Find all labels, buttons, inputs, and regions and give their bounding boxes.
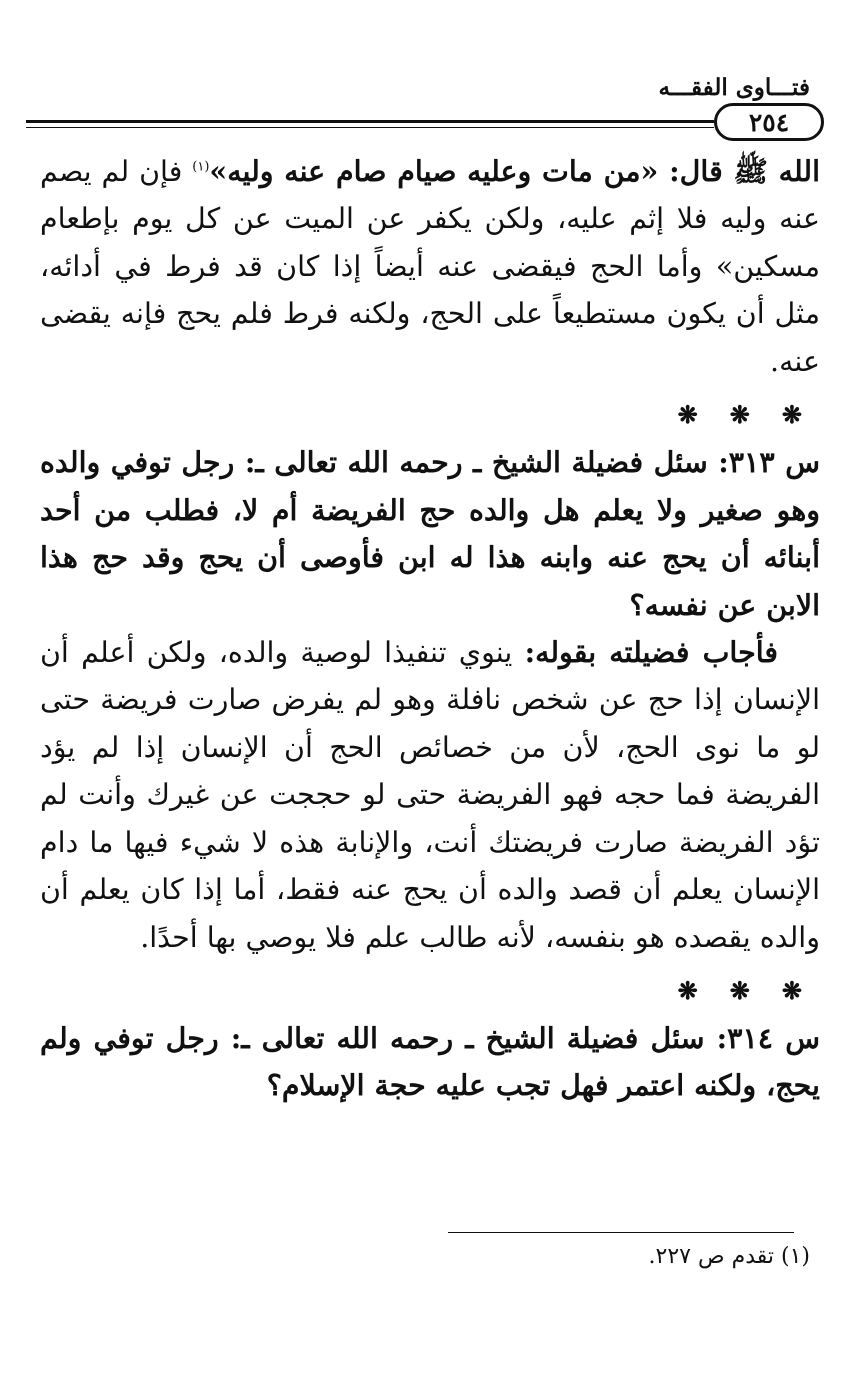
question-313: س ٣١٣: سئل فضيلة الشيخ ـ رحمه الله تعالى ـ: رجل توفي والده وهو صغير ولا يعلم هل والده حج الفريضة أم لا، فطلب من أحد أبنائه أن يحج عنه وابنه هذا له ابن فأوصى أن يحج وقد حج هذا الابن عن نفسه؟ [40,445,820,622]
footnote-rule [448,1232,794,1233]
separator-star-icon: ❋ [781,400,806,430]
question-314: س ٣١٤: سئل فضيلة الشيخ ـ رحمه الله تعالى ـ: رجل توفي ولم يحج، ولكنه اعتمر فهل تجب عليه حجة الإسلام؟ [40,1021,820,1103]
footnote: (١) تقدم ص ٢٢٧. [648,1244,810,1269]
section-separator [40,395,820,435]
section-separator [40,971,820,1011]
hadith-quote: الله ﷺ قال: «من مات وعليه صيام صام عنه وليه» [209,154,820,188]
paragraph-fasting-hajj [40,148,820,385]
paragraph-continuation: فإن لم يصم عنه وليه فلا إثم عليه، ولكن يكفر عن الميت عن كل يوم بإطعام مسكين» وأما الحج فيقضى عنه أيضاً إذا كان قد فرط في أدائه، مثل أن يكون مستطيعاً على الحج، ولكنه فرط فلم يحج فإنه يقضى عنه. [40,155,820,378]
separator-star-icon: ❋ [781,976,806,1005]
page-number: ٢٥٤ [714,103,824,141]
body-text [40,148,820,1110]
separator-star-icon: ❋ [677,976,702,1005]
answer-body: ينوي تنفيذا لوصية والده، ولكن أعلم أن الإنسان إذا حج عن شخص نافلة وهو لم يفرض صارت فريضة حتى لو ما نوى الحج، لأن من خصائص الحج أن الإنسان إذا لم يؤد الفريضة فما حجه فهو الفريضة حتى لو حججت عن غيرك وأنت لم تؤد الفريضة صارت فريضتك أنت، والإنابة هذه لا شيء فيها ما دام الإنسان يعلم أن قصد والده أن يحج عنه فقط، أما إذا كان يعلم أن والده يقصده هو بنفسه، لأنه طالب علم فلا يوصي بها أحدًا. [40,635,820,954]
separator-star-icon: ❋ [677,400,702,430]
separator-star-icon: ❋ [729,400,754,430]
header-rule [26,120,714,128]
separator-star-icon: ❋ [729,976,754,1005]
running-title: فتـــاوى الفقـــه [658,74,810,101]
footnote-reference: (١) [192,159,210,175]
answer-lead: فأجاب فضيلته بقوله: [524,634,779,669]
answer-313 [40,629,820,961]
